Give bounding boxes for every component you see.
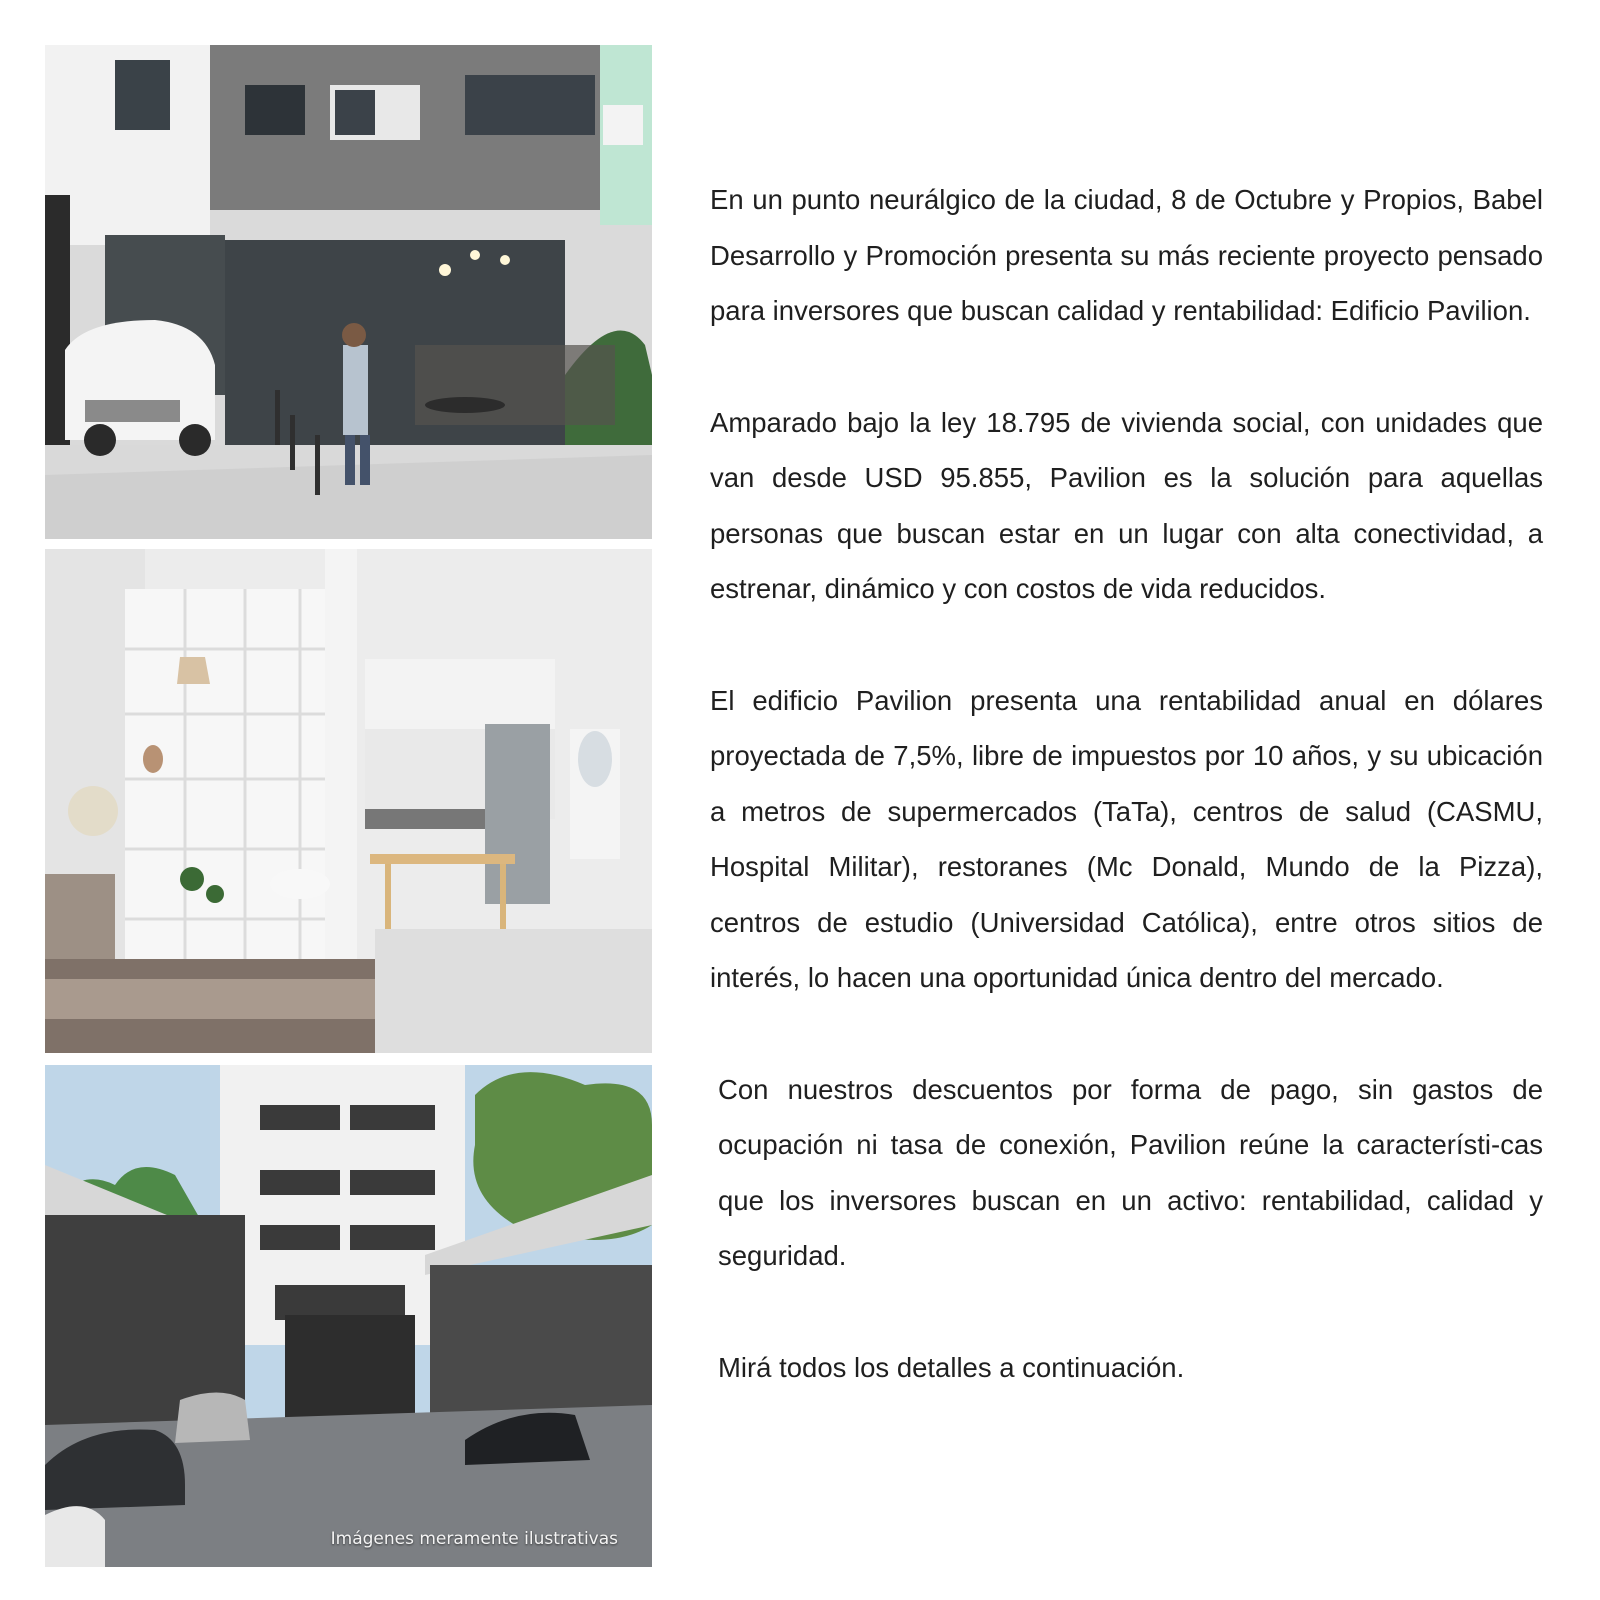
image-caption: Imágenes meramente ilustrativas [330,1529,618,1549]
paragraph-social-housing-law: Amparado bajo la ley 18.795 de vivienda social, con unidades que van desde USD 95.855, Pavilion es la solución para aquellas personas que buscan estar en un lugar con alta conectividad, a estrenar, dinámico y con costos de vida reducidos. [710,406,1543,604]
paragraph-profitability: El edificio Pavilion presenta una rentabilidad anual en dólares proyectada de 7,5%, libre de impuestos por 10 años, y su ubicación a metros de supermercados (TaTa), centros de salud (CASMU, Hospital Militar), restoranes (Mc Donald, Mundo de la Pizza), centros de estudio (Universidad Católica), entre otros sitios de interés, lo hacen una oportunidad única dentro del mercado. [710,684,1543,993]
building-exterior-photo [45,45,652,539]
description-text [710,172,1543,1395]
parking-courtyard-photo [45,1065,652,1567]
paragraph-location: En un punto neurálgico de la ciudad, 8 de Octubre y Propios, Babel Desarrollo y Promoción presenta su más reciente proyecto pensado para inversores que buscan calidad y rentabilidad: Edificio Pavilion. [710,184,1543,326]
interior-photo [45,549,652,1053]
paragraph-see-details: Mirá todos los detalles a continuación. [718,1351,1185,1383]
paragraph-discounts: Con nuestros descuentos por forma de pago, sin gastos de ocupación ni tasa de conexión, Pavilion reúne la característi-cas que los inversores buscan en un activo: rentabilidad, calidad y seguridad. [718,1073,1543,1271]
